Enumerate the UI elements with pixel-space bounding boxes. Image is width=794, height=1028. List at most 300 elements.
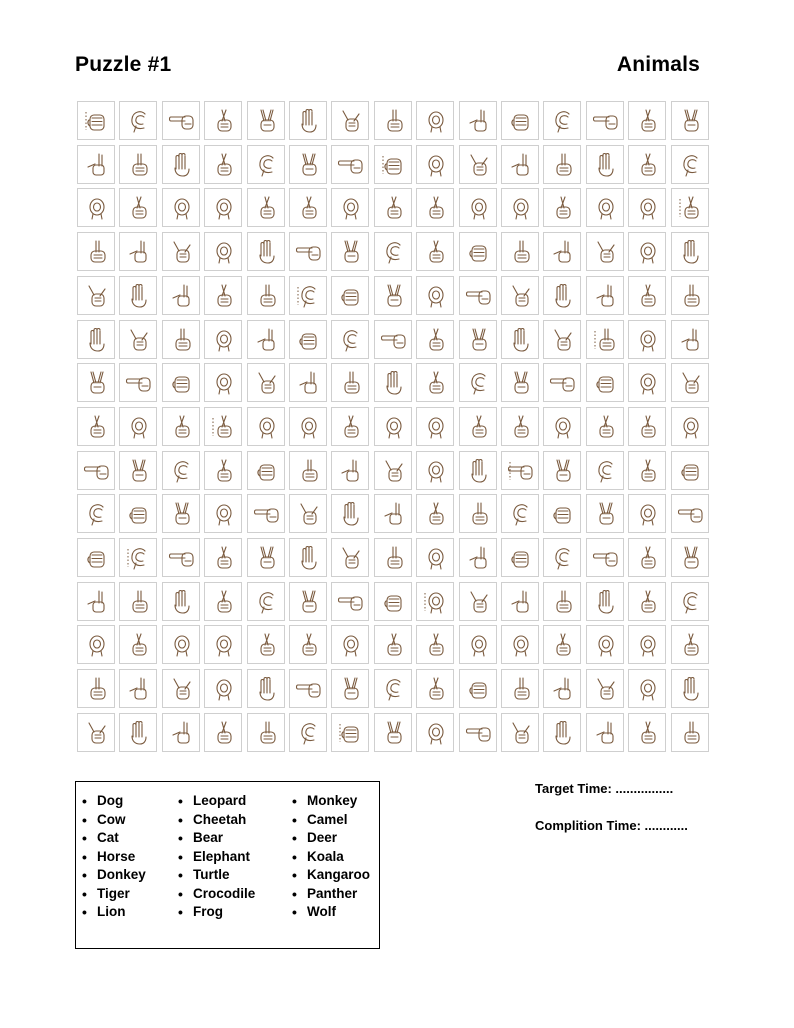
hand-sign-icon [548,150,578,181]
grid-cell [374,494,412,533]
grid-cell [374,451,412,490]
hand-sign-icon [379,674,409,705]
grid-cell [204,101,242,140]
word-item: • Wolf [289,903,370,922]
grid-cell [501,232,539,271]
hand-sign-icon [591,106,621,137]
hand-sign-icon [633,106,663,137]
grid-cell [289,494,327,533]
grid-cell [416,145,454,184]
grid-cell [289,625,327,664]
hand-sign-icon [506,630,536,661]
grid-cell [459,451,497,490]
grid-cell [162,451,200,490]
hand-sign-icon [464,193,494,224]
grid-cell [162,494,200,533]
hand-sign-icon [421,412,451,443]
hand-sign-icon [506,325,536,356]
grid-cell [628,101,666,140]
grid-cell [247,713,285,752]
grid-cell [543,363,581,402]
hand-sign-icon [421,368,451,399]
grid-cell [586,625,624,664]
grid-cell [671,713,709,752]
word-list-column-1 [79,792,146,922]
grid-cell [543,625,581,664]
grid-cell [289,582,327,621]
hand-sign-icon [548,499,578,530]
hand-sign-icon [252,543,282,574]
hand-sign-icon [167,499,197,530]
hand-sign-icon [464,281,494,312]
grid-cell [628,538,666,577]
grid-cell [331,582,369,621]
grid-cell [671,363,709,402]
hand-sign-icon [676,543,706,574]
grid-cell [628,582,666,621]
hand-sign-icon [336,674,366,705]
word-list-box [75,781,380,949]
hand-sign-icon [124,674,154,705]
hand-sign-icon [209,718,239,749]
hand-sign-icon [506,193,536,224]
hand-sign-icon [336,630,366,661]
hand-sign-icon [591,368,621,399]
grid-cell [77,625,115,664]
grid-cell [501,145,539,184]
hand-sign-icon [336,412,366,443]
hand-sign-icon [506,150,536,181]
grid-cell [331,276,369,315]
hand-sign-icon [124,412,154,443]
hand-sign-icon [464,368,494,399]
word-item: • Lion [79,903,146,922]
grid-cell [374,407,412,446]
hand-sign-icon [464,412,494,443]
grid-cell [459,363,497,402]
grid-cell [671,320,709,359]
hand-sign-icon [82,587,112,618]
grid-cell [543,188,581,227]
hand-sign-icon [82,630,112,661]
grid-cell [459,669,497,708]
hand-sign-icon [252,325,282,356]
hand-sign-icon [421,630,451,661]
hand-sign-icon [633,674,663,705]
hand-sign-icon [676,587,706,618]
hand-sign-icon [124,325,154,356]
grid-cell [331,363,369,402]
hand-sign-icon [82,237,112,268]
hand-sign-icon [548,368,578,399]
grid-cell [586,494,624,533]
hand-sign-icon [421,237,451,268]
grid-cell [416,538,454,577]
hand-sign-icon [294,193,324,224]
hand-sign-icon [336,499,366,530]
grid-cell [247,669,285,708]
grid-cell [671,494,709,533]
hand-sign-icon [379,325,409,356]
grid-cell [77,407,115,446]
grid-cell [204,625,242,664]
word-item: • Cat [79,829,146,848]
grid-cell [459,145,497,184]
hand-sign-icon [464,718,494,749]
grid-cell [331,101,369,140]
grid-cell [628,713,666,752]
hand-sign-icon [421,587,451,618]
grid-cell [247,494,285,533]
hand-sign-icon [676,368,706,399]
hand-sign-icon [506,543,536,574]
hand-sign-icon [676,193,706,224]
grid-cell [374,232,412,271]
grid-cell [247,145,285,184]
grid-cell [331,145,369,184]
grid-cell [628,625,666,664]
hand-sign-icon [336,368,366,399]
hand-sign-icon [548,106,578,137]
hand-sign-icon [167,456,197,487]
hand-sign-icon [633,456,663,487]
hand-sign-icon [676,281,706,312]
completion-time-label: Complition Time: ............ [535,818,688,833]
grid-cell [331,407,369,446]
hand-sign-icon [252,237,282,268]
hand-sign-icon [548,281,578,312]
hand-sign-icon [82,106,112,137]
grid-cell [459,625,497,664]
grid-cell [543,407,581,446]
hand-sign-icon [633,368,663,399]
grid-cell [459,538,497,577]
grid-cell [459,494,497,533]
grid-cell [586,538,624,577]
hand-sign-icon [294,587,324,618]
grid-cell [459,188,497,227]
hand-sign-icon [82,674,112,705]
hand-sign-icon [506,499,536,530]
hand-sign-icon [252,587,282,618]
hand-sign-icon [252,281,282,312]
grid-cell [374,188,412,227]
hand-sign-icon [209,150,239,181]
hand-sign-icon [167,150,197,181]
grid-cell [501,538,539,577]
hand-sign-icon [676,412,706,443]
grid-cell [459,320,497,359]
word-item: • Panther [289,885,370,904]
grid-cell [374,320,412,359]
hand-sign-icon [379,543,409,574]
grid-cell [628,407,666,446]
grid-cell [331,713,369,752]
hand-sign-icon [124,456,154,487]
grid-cell [416,625,454,664]
grid-cell [162,713,200,752]
hand-sign-icon [379,412,409,443]
hand-sign-icon [336,325,366,356]
word-item: • Frog [175,903,255,922]
hand-sign-icon [676,456,706,487]
word-item: • Elephant [175,848,255,867]
hand-sign-icon [336,281,366,312]
grid-cell [416,276,454,315]
hand-sign-icon [676,237,706,268]
hand-sign-icon [464,106,494,137]
hand-sign-icon [82,368,112,399]
hand-sign-icon [548,543,578,574]
hand-sign-icon [167,368,197,399]
hand-sign-icon [548,237,578,268]
grid-cell [374,276,412,315]
grid-cell [586,669,624,708]
hand-sign-icon [633,193,663,224]
grid-cell [459,101,497,140]
hand-sign-icon [167,412,197,443]
grid-cell [586,363,624,402]
grid-cell [162,669,200,708]
grid-cell [374,145,412,184]
hand-sign-icon [379,237,409,268]
grid-cell [374,538,412,577]
word-item: • Monkey [289,792,370,811]
grid-cell [459,232,497,271]
grid-cell [162,145,200,184]
grid-cell [77,145,115,184]
grid-cell [543,320,581,359]
hand-sign-icon [633,150,663,181]
grid-cell [331,188,369,227]
grid-cell [543,669,581,708]
hand-sign-icon [464,630,494,661]
hand-sign-icon [464,674,494,705]
hand-sign-icon [209,325,239,356]
grid-cell [459,407,497,446]
grid-cell [543,101,581,140]
word-item: • Bear [175,829,255,848]
word-item: • Leopard [175,792,255,811]
hand-sign-icon [82,499,112,530]
hand-sign-icon [548,718,578,749]
hand-sign-icon [548,456,578,487]
hand-sign-icon [676,106,706,137]
hand-sign-icon [294,150,324,181]
hand-sign-icon [167,674,197,705]
hand-sign-icon [676,630,706,661]
grid-cell [247,451,285,490]
grid-cell [459,713,497,752]
hand-sign-icon [676,674,706,705]
hand-sign-icon [506,587,536,618]
grid-cell [543,713,581,752]
hand-sign-icon [124,237,154,268]
word-item: • Cow [79,811,146,830]
grid-cell [119,582,157,621]
hand-sign-icon [252,630,282,661]
grid-cell [586,407,624,446]
hand-sign-icon [124,630,154,661]
hand-sign-icon [167,718,197,749]
grid-cell [671,145,709,184]
hand-sign-icon [506,412,536,443]
grid-cell [289,232,327,271]
hand-sign-icon [252,106,282,137]
grid-cell [331,232,369,271]
hand-sign-icon [124,543,154,574]
grid-cell [501,494,539,533]
word-list-column-2 [175,792,255,922]
hand-sign-icon [633,543,663,574]
grid-cell [374,713,412,752]
word-item: • Dog [79,792,146,811]
hand-sign-icon [633,281,663,312]
grid-cell [416,407,454,446]
hand-sign-icon [379,630,409,661]
grid-cell [671,669,709,708]
hand-sign-icon [209,456,239,487]
grid-cell [374,582,412,621]
grid-cell [119,451,157,490]
hand-sign-icon [676,325,706,356]
grid-cell [77,713,115,752]
hand-sign-icon [379,150,409,181]
grid-cell [77,101,115,140]
grid-cell [77,276,115,315]
hand-sign-icon [591,281,621,312]
hand-sign-icon [294,543,324,574]
grid-cell [671,625,709,664]
hand-sign-icon [252,150,282,181]
grid-cell [119,276,157,315]
hand-sign-icon [591,718,621,749]
grid-cell [586,101,624,140]
grid-cell [204,582,242,621]
hand-sign-icon [548,630,578,661]
hand-sign-icon [379,106,409,137]
hand-sign-icon [591,674,621,705]
hand-sign-icon [379,499,409,530]
hand-sign-icon [633,499,663,530]
hand-sign-icon [167,106,197,137]
grid-cell [416,232,454,271]
grid-cell [204,276,242,315]
word-item: • Turtle [175,866,255,885]
hand-sign-icon [82,150,112,181]
hand-sign-icon [294,412,324,443]
grid-cell [628,145,666,184]
hand-sign-icon [336,587,366,618]
sign-letter-grid [77,101,713,761]
hand-sign-icon [167,325,197,356]
word-item: • Deer [289,829,370,848]
grid-cell [459,582,497,621]
grid-cell [628,232,666,271]
grid-cell [247,625,285,664]
grid-cell [671,188,709,227]
grid-cell [119,101,157,140]
grid-cell [628,451,666,490]
hand-sign-icon [209,106,239,137]
hand-sign-icon [336,193,366,224]
hand-sign-icon [294,281,324,312]
hand-sign-icon [336,237,366,268]
grid-cell [501,363,539,402]
grid-cell [501,407,539,446]
grid-cell [204,232,242,271]
hand-sign-icon [252,368,282,399]
grid-cell [543,538,581,577]
grid-cell [119,713,157,752]
grid-cell [671,101,709,140]
grid-cell [416,669,454,708]
hand-sign-icon [421,543,451,574]
hand-sign-icon [379,456,409,487]
grid-cell [289,669,327,708]
hand-sign-icon [124,718,154,749]
word-item: • Cheetah [175,811,255,830]
hand-sign-icon [506,106,536,137]
hand-sign-icon [633,237,663,268]
hand-sign-icon [548,193,578,224]
grid-cell [586,145,624,184]
grid-cell [247,538,285,577]
grid-cell [416,101,454,140]
grid-cell [671,451,709,490]
grid-cell [247,582,285,621]
hand-sign-icon [591,193,621,224]
grid-cell [162,232,200,271]
grid-cell [204,713,242,752]
hand-sign-icon [294,718,324,749]
word-item: • Crocodile [175,885,255,904]
hand-sign-icon [379,718,409,749]
grid-cell [119,407,157,446]
hand-sign-icon [336,150,366,181]
grid-cell [628,494,666,533]
target-time-label: Target Time: ................ [535,781,674,796]
hand-sign-icon [591,499,621,530]
grid-cell [204,363,242,402]
hand-sign-icon [209,412,239,443]
hand-sign-icon [294,456,324,487]
hand-sign-icon [506,456,536,487]
hand-sign-icon [167,630,197,661]
grid-cell [586,320,624,359]
grid-cell [77,320,115,359]
hand-sign-icon [209,368,239,399]
grid-cell [289,451,327,490]
grid-cell [501,101,539,140]
hand-sign-icon [421,150,451,181]
hand-sign-icon [336,543,366,574]
grid-cell [628,669,666,708]
grid-cell [162,363,200,402]
hand-sign-icon [591,630,621,661]
hand-sign-icon [379,368,409,399]
hand-sign-icon [421,325,451,356]
grid-cell [628,276,666,315]
grid-cell [671,232,709,271]
hand-sign-icon [421,193,451,224]
hand-sign-icon [633,718,663,749]
hand-sign-icon [421,106,451,137]
hand-sign-icon [209,193,239,224]
hand-sign-icon [591,325,621,356]
grid-cell [501,276,539,315]
grid-cell [119,625,157,664]
